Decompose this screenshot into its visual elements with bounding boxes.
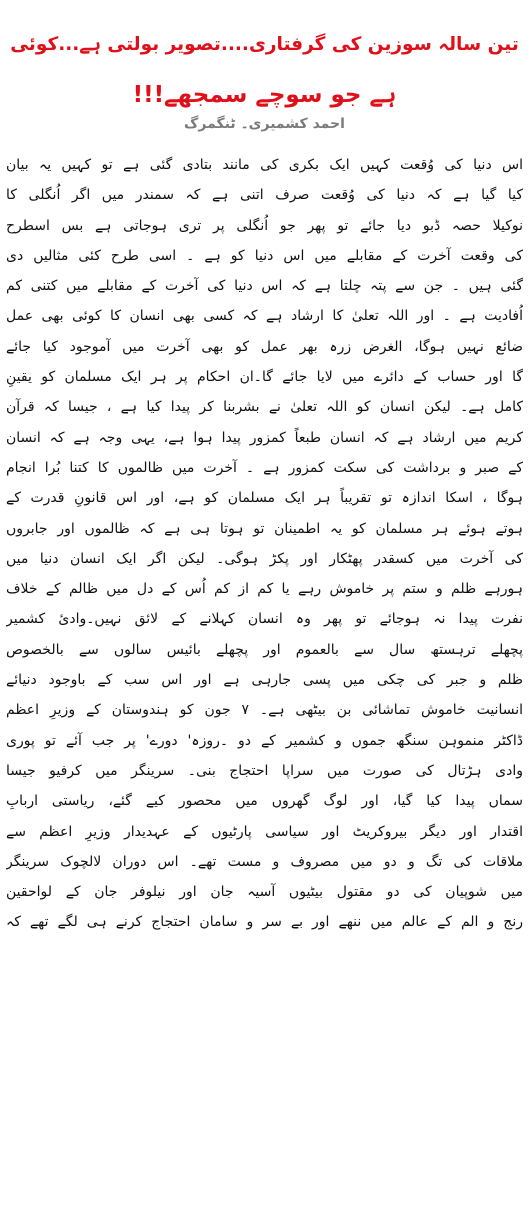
article-headline bbox=[6, 20, 523, 120]
body-line: گئی ہیں ۔ جن سے پتہ چلتا ہے کہ اس دنیا کی آخرت کے مقابلے میں کتنی کم bbox=[6, 278, 523, 295]
body-line: پچھلے ترہستھ سال سے بالعموم اور پچھلے بائیس سالوں سے بالخصوص bbox=[6, 641, 523, 658]
body-line: ہوتے ہوئے ہر مسلمان کو یہ اطمینان تو ہوتا ہی ہے کہ ظالموں اور جابروں bbox=[6, 520, 523, 537]
body-line: ہوگا ، اسکا اندازہ تو تقریباً ہر ایک مسلمان کو ہے، اور اس قانونِ قدرت کے bbox=[6, 490, 523, 507]
body-line: ضائع نہیں ہوگا، الغرض زرہ بھر عمل کو بھی آخرت میں آموجود کیا جائے bbox=[6, 338, 523, 355]
article-byline: احمد کشمیری۔ ٹنگمرگ bbox=[184, 116, 345, 132]
article-body bbox=[6, 150, 523, 938]
headline-line: ہے جو سوچے سمجھے!!! bbox=[132, 82, 397, 108]
body-line: رنج و الم کے عالم میں ننھے اور بے سر و سامان احتجاج کرنے ہی لگے تھے کہ bbox=[6, 914, 523, 931]
body-line: سماں پیدا کیا گیا، اور لوگ گھروں میں محصور کیے گئے، ریاستی اربابِ bbox=[6, 793, 523, 810]
body-line: اقتدار اور دیگر بیروکریٹ اور سیاسی پارٹیوں کے عہدیدار وزیرِ اعظم سے bbox=[6, 823, 523, 840]
body-line: کی آخرت میں کسقدر پھٹکار اور پکڑ ہوگی۔ لیکن اگر ایک انسان دنیا میں bbox=[6, 550, 523, 567]
body-line: نفرت پیدا نہ ہوجائے تو پھر وہ انسان کہلانے کے لائق نہیں۔وادیٔ کشمیر bbox=[6, 611, 523, 628]
body-line: وادی ہڑتال کی صورت میں سراپا احتجاج بنی۔ سرینگر میں کرفیو جیسا bbox=[6, 762, 523, 779]
body-line: کریم میں ارشاد ہے کہ انسان طبعاً کمزور پیدا ہوا ہے، یہی وجہ ہے کہ انسان bbox=[6, 429, 523, 446]
body-line: نوکیلا حصہ ڈبو دیا جائے تو پھر جو اُنگلی پر تری ہوجاتی ہے بس اسطرح bbox=[6, 217, 523, 234]
headline-line: تین سالہ سوزین کی گرفتاری....تصویر بولتی ہے...کوئی bbox=[10, 34, 519, 55]
body-line: کامل ہے۔ لیکن انسان کو اللہ تعلیٰ نے بشربنا کر پیدا کیا ہے ، جیسا کہ قرآن bbox=[6, 399, 523, 416]
body-line: ملاقات کی تگ و دو میں مصروف و مست تھے۔ اس دوران لالچوک سرینگر bbox=[6, 853, 523, 870]
body-line: انسانیت خاموش تماشائی بن بیٹھی ہے۔ ۷ جون کو ہندوستان کے وزیرِ اعظم bbox=[6, 702, 523, 719]
body-line: اُفادیت ہے ۔ اور اللہ تعلیٰ کا ارشاد ہے کہ کسی بھی انسان کا کوئی بھی عمل bbox=[6, 308, 523, 325]
body-line: کی وقعت آخرت کے مقابلے میں اس دنیا کو ہے ۔ اسی طرح کئی مثالیں دی bbox=[6, 247, 523, 264]
body-line: اس دنیا کی وُقعت کہیں ایک بکری کی مانند بتادی گئی ہے تو کہیں یہ بیان bbox=[6, 157, 523, 173]
body-line: ظلم و جبر کی چکی میں پسی جارہی ہے اور اس سب کے باوجود دنیائے bbox=[6, 672, 523, 689]
body-line: گا اور حساب کے دائرے میں لایا جائے گا۔ان احکام پر ہر ایک مسلمان کو یقینِ bbox=[6, 369, 523, 386]
body-line: ڈاکٹر منموہن سنگھ جموں و کشمیر کے دو ۔روزہ' دورے' پر جب آئے تو پوری bbox=[6, 732, 523, 749]
body-line: کے صبر و برداشت کی سکت کمزور ہے ۔ آخرت میں ظالموں کا کتنا بُرا انجام bbox=[6, 459, 523, 476]
body-line: میں شوپیان کی دو مقتول بیٹیوں آسیہ جان اور نیلوفر جان کے لواحقین bbox=[6, 884, 523, 901]
body-line: کیا گیا ہے کہ دنیا کی وُقعت صرف اتنی ہے کہ سمندر میں اگر اُنگلی کا bbox=[6, 187, 523, 204]
body-line: ہورہے ظلم و ستم پر خاموش رہے یا کم از کم اُس کے دل میں ظالم کے خلاف bbox=[6, 581, 523, 598]
